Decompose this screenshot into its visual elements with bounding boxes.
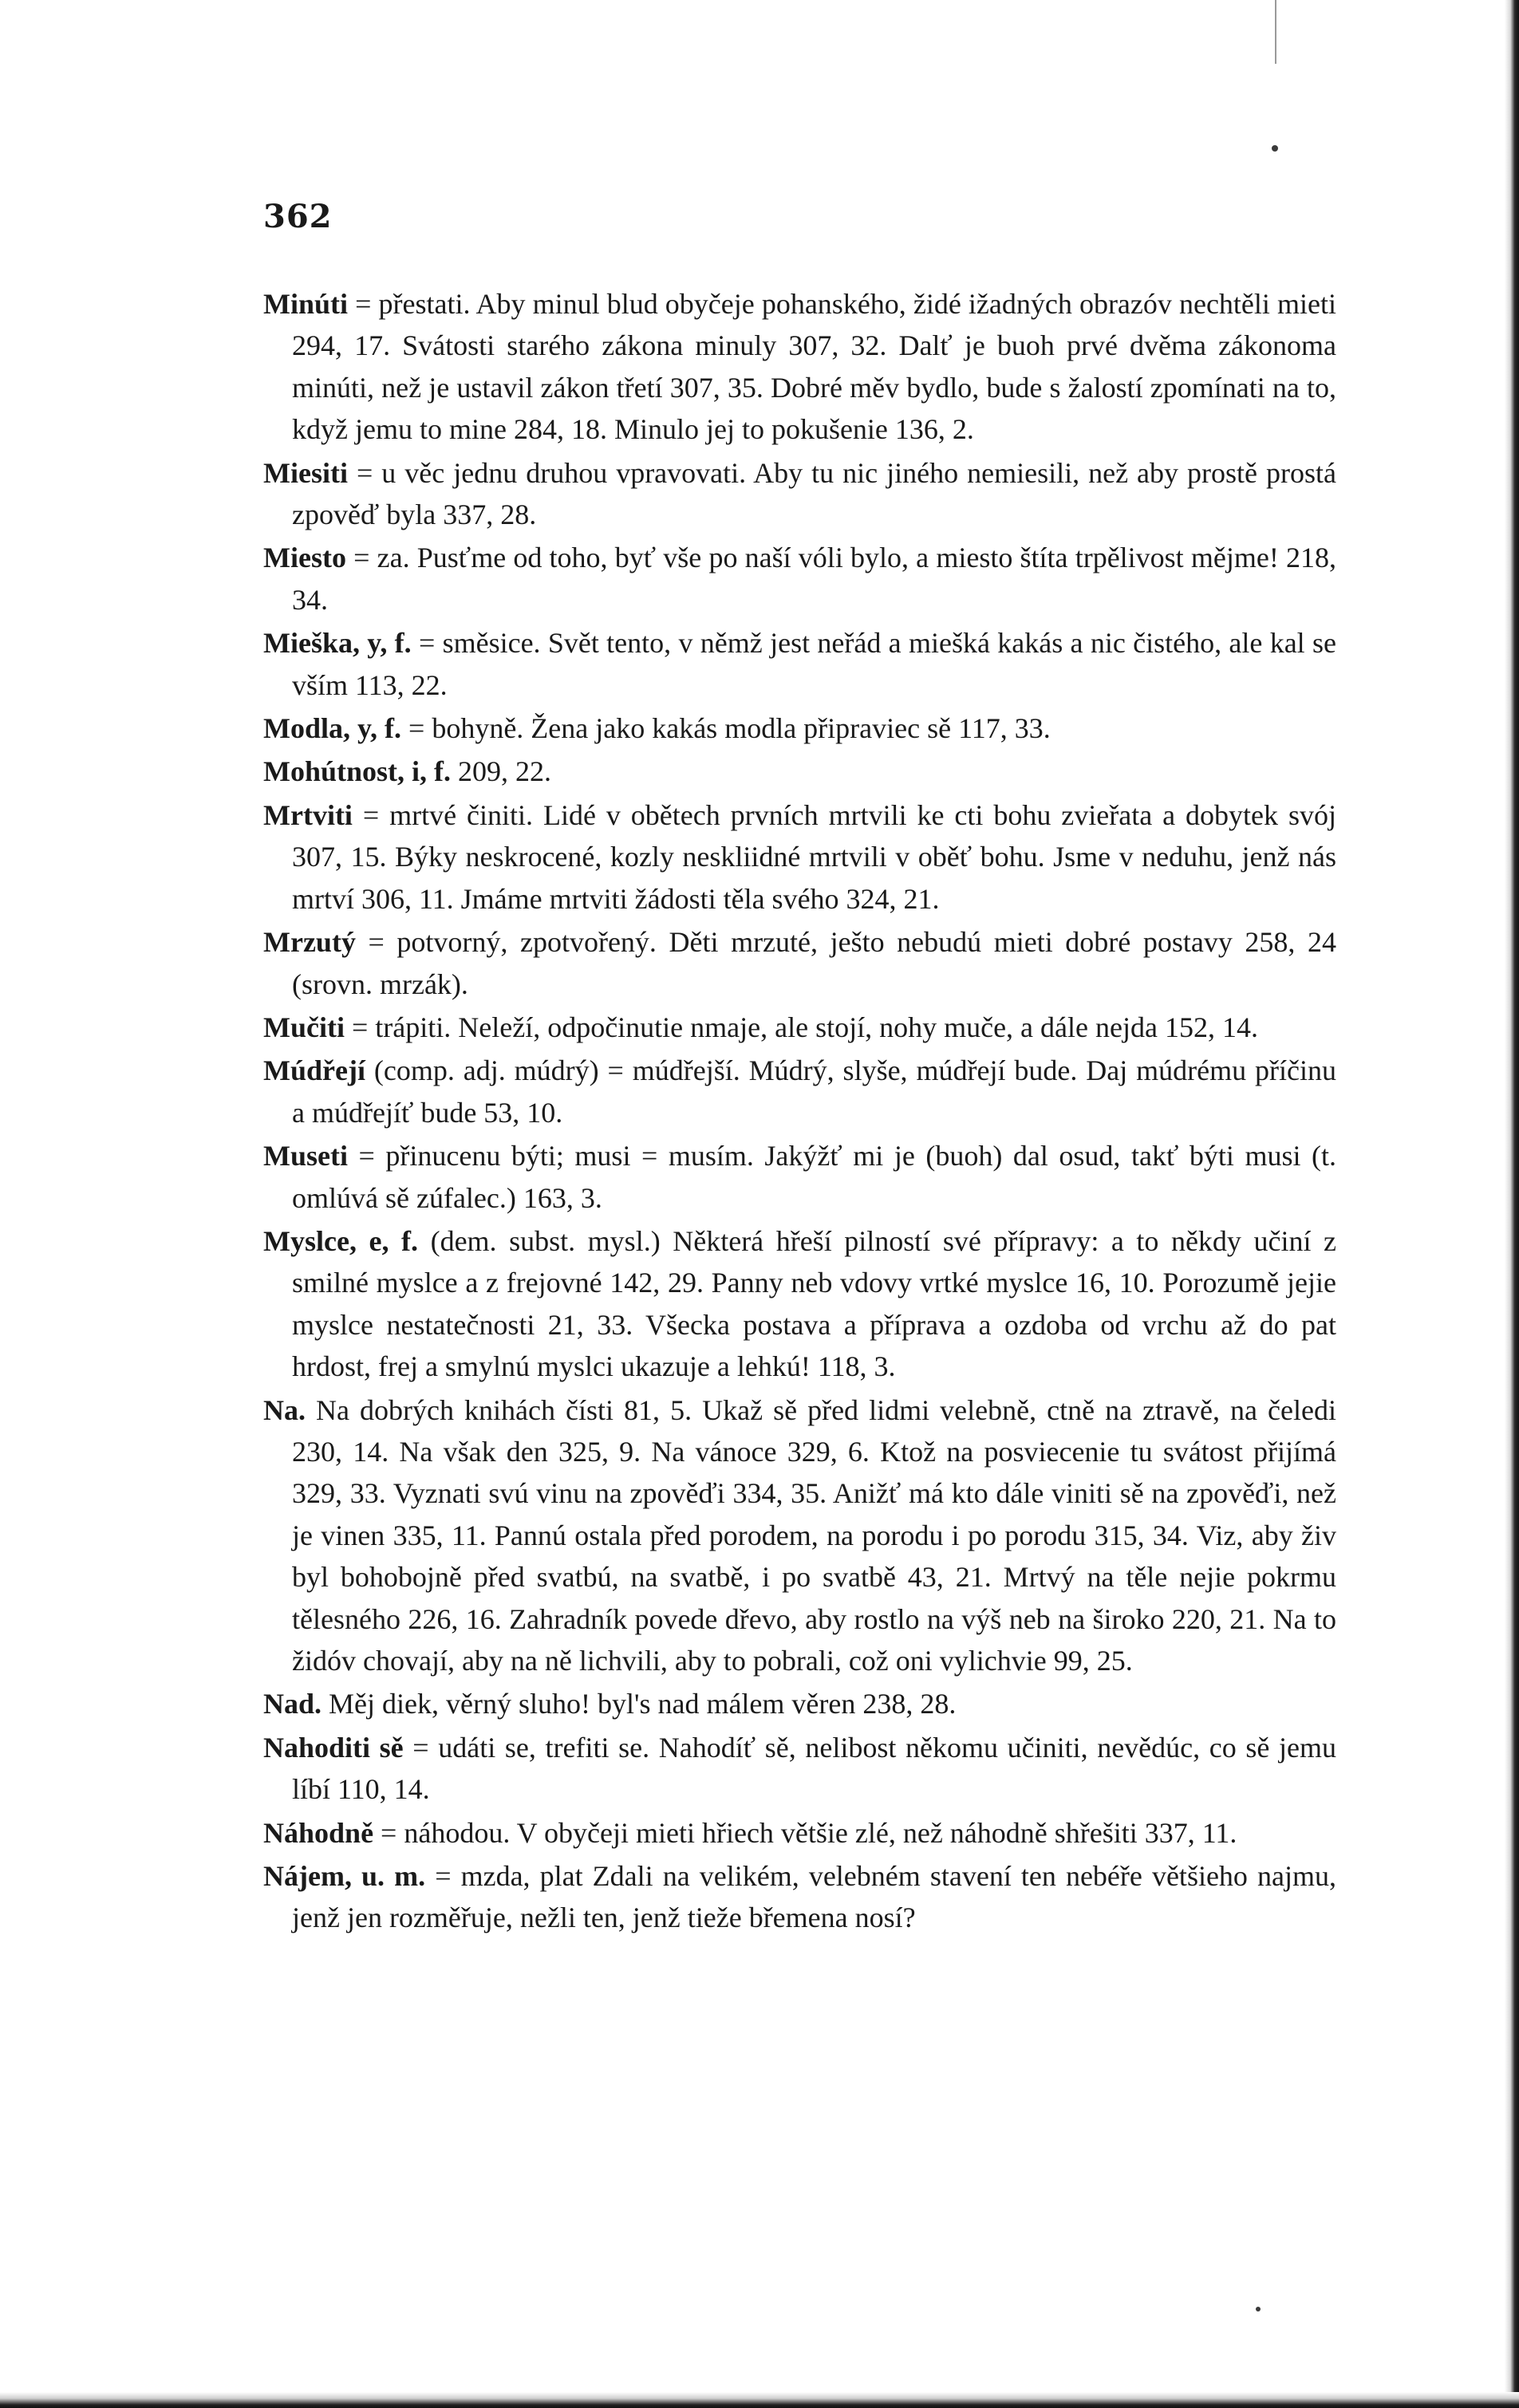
entry-text: (dem. subst. mysl.) Některá hřeší pilností své přípravy: a to někdy učiní z smilné myslce a z frejovné 142, 29. Panny neb vdovy vrtké myslce 16, 10. Porozumě jejie myslce nestatečnosti 21, 33. Všecka postava a příprava a ozdoba od vrchu až do pat hrdost, frej a smylnú myslci ukazuje a lehkú! 118, 3. (292, 1224, 1337, 1383)
scan-edge-right (1505, 0, 1519, 2408)
dictionary-entry (263, 921, 1336, 1005)
entry-headword: Náhodně (263, 1816, 374, 1849)
entry-headword: Museti (263, 1140, 348, 1172)
dictionary-entry (263, 1007, 1336, 1048)
ink-speck (1256, 2307, 1261, 2311)
entry-text: = přinucenu býti; musi = musím. Jakýžť mi je (buoh) dal osud, takť býti musi (t. omlúvá sě zúfalec.) 163, 3. (292, 1140, 1336, 1214)
page-fold-mark (1275, 0, 1276, 64)
entry-headword: Miesto (263, 542, 346, 574)
entry-text: = náhodou. V obyčeji mieti hřiech většie zlé, než náhodně shřešiti 337, 11. (373, 1816, 1237, 1849)
entry-text: = mzda, plat Zdali na velikém, velebném stavení ten nebéře většieho najmu, jenž jen rozměřuje, nežli ten, jenž tieže břemena nosí? (292, 1860, 1336, 1934)
dictionary-entry (263, 283, 1336, 451)
dictionary-entry (263, 1683, 1336, 1724)
dictionary-entry (263, 1855, 1336, 1939)
entry-headword: Mohútnost, i, f. (263, 755, 452, 788)
entry-headword: Na. (263, 1393, 306, 1426)
dictionary-entry (263, 1389, 1336, 1682)
entry-headword: Miesiti (263, 456, 348, 489)
entry-text: = u věc jednu druhou vpravovati. Aby tu nic jiného nemiesili, než aby prostě prostá zpověď byla 337, 28. (292, 456, 1336, 531)
dictionary-entry (263, 1812, 1336, 1854)
entry-headword: Nahoditi sě (263, 1731, 404, 1764)
entry-text: = bohyně. Žena jako kakás modla připraviec sě 117, 33. (401, 712, 1051, 745)
entry-headword: Myslce, e, f. (263, 1224, 419, 1257)
dictionary-entry (263, 751, 1336, 792)
dictionary-entry (263, 537, 1336, 621)
entry-text: 209, 22. (451, 755, 552, 788)
entry-text: = přestati. Aby minul blud obyčeje pohanského, židé ižadných obrazóv nechtěli mieti 294, 17. Svátosti starého zákona minuly 307, 32. Dalť je buoh prvé dvěma zákonoma minúti, než je ustavil zákon třetí 307, 35. Dobré měv bydlo, bude s žalostí zpomínati na to, když jemu to mine 284, 18. Minulo jej to pokušenie 136, 2. (292, 288, 1336, 446)
entry-text: (comp. adj. múdrý) = múdřejší. Múdrý, slyše, múdřejí bude. Daj múdrému příčinu a múdřejíť bude 53, 10. (292, 1054, 1336, 1129)
dictionary-entry (263, 1135, 1336, 1219)
dictionary-entries (263, 283, 1336, 1941)
dictionary-entry (263, 452, 1336, 536)
entry-headword: Nájem, u. m. (263, 1860, 426, 1893)
entry-headword: Nad. (263, 1688, 322, 1720)
entry-text: Na dobrých knihách čísti 81, 5. Ukaž sě před lidmi velebně, ctně na ztravě, na čeledi 230, 14. Na však den 325, 9. Na vánoce 329, 6. Ktož na posviecenie tu svátost přijímá 329, 33. Vyznati svú vinu na zpověďi 334, 35. Anižť má kto dále viniti sě na zpověďi, než je vinen 335, 11. Pannú ostala před porodem, na porodu i po porodu 315, 34. Viz, aby živ byl bohobojně před svatbú, na svatbě, i po svatbě 43, 21. Mrtvý na těle nejie pokrmu tělesného 226, 16. Zahradník povede dřevo, aby rostlo na výš neb na široko 220, 21. Na to židóv chovají, aby na ně lichvili, aby to pobrali, což oni vylichvie 99, 25. (292, 1393, 1336, 1677)
dictionary-entry (263, 1220, 1336, 1388)
entry-headword: Minúti (263, 288, 349, 320)
entry-text: = směsice. Svět tento, v němž jest neřád a miešká kakás a nic čistého, ale kal se vším 113, 22. (292, 627, 1336, 701)
dictionary-entry (263, 707, 1336, 749)
entry-text: = mrtvé činiti. Lidé v obětech prvních mrtvili ke cti bohu zvieřata a dobytek svój 307, 15. Býky neskrocené, kozly neskliidné mrtvili v oběť bohu. Jsme v neduhu, jenž nás mrtví 306, 11. Jmáme mrtviti žádosti těla svého 324, 21. (292, 798, 1336, 915)
dictionary-entry (263, 622, 1336, 706)
entry-text: = trápiti. Neleží, odpočinutie nmaje, ale stojí, nohy muče, a dále nejda 152, 14. (344, 1011, 1258, 1043)
dictionary-entry (263, 1050, 1336, 1133)
entry-headword: Mrtviti (263, 798, 353, 831)
entry-headword: Mrzutý (263, 926, 356, 959)
ink-speck (1272, 145, 1278, 152)
entry-headword: Mučiti (263, 1011, 345, 1043)
entry-text: = za. Pusťme od toho, byť vše po naší vóli bylo, a miesto štíta trpělivost mějme! 218, 34. (292, 542, 1336, 616)
dictionary-entry (263, 1727, 1336, 1811)
page-number: 362 (263, 198, 333, 235)
entry-headword: Mieška, y, f. (263, 627, 412, 660)
entry-headword: Modla, y, f. (263, 712, 402, 745)
entry-text: = potvorný, zpotvořený. Děti mrzuté, ješto nebudú mieti dobré postavy 258, 24 (srovn. mrzák). (292, 926, 1336, 1000)
dictionary-entry (263, 794, 1336, 920)
scan-edge-bottom (0, 2392, 1519, 2408)
entry-headword: Múdřejí (263, 1054, 365, 1087)
entry-text: = udáti se, trefiti se. Nahodíť sě, nelibost někomu učiniti, nevědúc, co sě jemu líbí 110, 14. (292, 1731, 1337, 1806)
entry-text: Měj diek, věrný sluho! byl's nad málem věren 238, 28. (322, 1688, 957, 1720)
